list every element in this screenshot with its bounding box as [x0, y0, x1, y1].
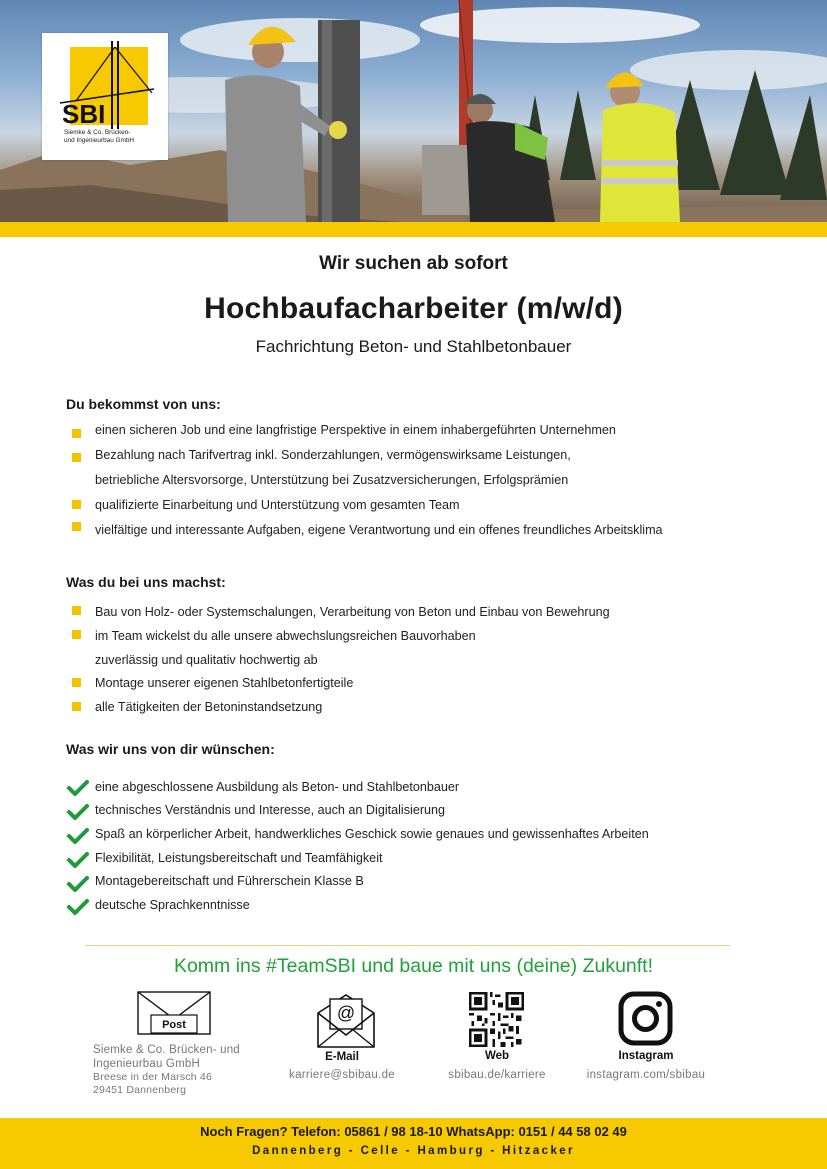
- instagram-label: Instagram: [618, 1050, 674, 1062]
- email-address[interactable]: karriere@sbibau.de: [289, 1069, 395, 1081]
- benefit-item: einen sicheren Job und eine langfristige Perspektive in einem inhabergeführten Unternehmen: [95, 423, 616, 437]
- benefit-item-continued: betriebliche Altersvorsorge, Unterstützung bei Zusatzversicherungen, Erfolgsprämien: [95, 473, 569, 487]
- benefit-item: qualifizierte Einarbeitung und Unterstützung vom gesamten Team: [95, 498, 460, 512]
- bullet-icon: [72, 702, 81, 711]
- bullet-icon: [72, 453, 81, 462]
- instagram-contact: [571, 1050, 721, 1081]
- email-label: E-Mail: [325, 1051, 359, 1063]
- web-label: Web: [484, 1050, 510, 1062]
- bullet-icon: [72, 500, 81, 509]
- postal-address: Siemke & Co. Brücken- und Ingenieurbau GmbH Breese in der Marsch 46 29451 Dannenberg: [93, 1044, 240, 1096]
- requirement-item: eine abgeschlossene Ausbildung als Beton- und Stahlbetonbauer: [95, 780, 460, 794]
- requirement-item: Montagebereitschaft und Führerschein Klasse B: [95, 874, 364, 888]
- qr-code-icon[interactable]: [469, 992, 524, 1047]
- requirement-item: Spaß an körperlicher Arbeit, handwerkliches Geschick sowie genaues und gewissenhaftes Arbeiten: [95, 827, 649, 841]
- benefits-title: Du bekommst von uns:: [66, 396, 221, 412]
- at-symbol: @: [336, 1003, 356, 1023]
- requirement-item: deutsche Sprachkenntnisse: [95, 898, 250, 912]
- bullet-icon: [72, 606, 81, 615]
- checkmark-icon: [67, 852, 89, 868]
- tasks-title: Was du bei uns machst:: [66, 574, 226, 590]
- logo-text: SBI: [62, 99, 106, 129]
- logo-subline: Siemke & Co. Brücken- und Ingenieurbau GmbH: [64, 129, 134, 144]
- checkmark-icon: [67, 780, 89, 796]
- requirement-item: technisches Verständnis und Interesse, auch an Digitalisierung: [95, 803, 446, 817]
- job-subtitle: Fachrichtung Beton- und Stahlbetonbauer: [255, 337, 572, 356]
- task-item: Montage unserer eigenen Stahlbetonfertigteile: [95, 676, 354, 690]
- requirements-title: Was wir uns von dir wünschen:: [66, 741, 275, 757]
- web-contact: [427, 1050, 567, 1081]
- checkmark-icon: [67, 876, 89, 892]
- footer-locations: Dannenberg - Celle - Hamburg - Hitzacker: [252, 1145, 575, 1157]
- task-item: alle Tätigkeiten der Betoninstandsetzung: [95, 700, 323, 714]
- instagram-icon[interactable]: [618, 991, 673, 1046]
- instagram-url[interactable]: instagram.com/sbibau: [586, 1069, 706, 1081]
- header-photo: [0, 0, 827, 222]
- job-title: Hochbaufacharbeiter (m/w/d): [204, 292, 623, 325]
- envelope-post-icon: [137, 991, 211, 1035]
- sub-heading: Wir suchen ab sofort: [319, 253, 508, 274]
- web-url[interactable]: sbibau.de/karriere: [448, 1069, 546, 1081]
- footer-bar: [0, 1118, 827, 1169]
- task-item-continued: zuverlässig und qualitativ hochwertig ab: [95, 653, 318, 667]
- footer-contact-line: Noch Fragen? Telefon: 05861 / 98 18-10 WhatsApp: 0151 / 44 58 02 49: [200, 1124, 627, 1139]
- divider: [85, 945, 730, 946]
- post-label: Post: [162, 1019, 186, 1031]
- email-contact: [272, 1051, 412, 1081]
- requirement-item: Flexibilität, Leistungsbereitschaft und Teamfähigkeit: [95, 851, 383, 865]
- company-logo: [42, 33, 168, 160]
- header-accent-bar: [0, 222, 827, 237]
- bullet-icon: [72, 678, 81, 687]
- call-to-action: Komm ins #TeamSBI und baue mit uns (deine) Zukunft!: [173, 955, 654, 977]
- bullet-icon: [72, 630, 81, 639]
- email-icon: [316, 991, 376, 1049]
- bullet-icon: [72, 522, 81, 531]
- checkmark-icon: [67, 899, 89, 915]
- task-item: Bau von Holz- oder Systemschalungen, Verarbeitung von Beton und Einbau von Bewehrung: [95, 605, 610, 619]
- benefit-item: vielfältige und interessante Aufgaben, eigene Verantwortung und ein offenes freundliches Arbeitsklima: [95, 523, 663, 537]
- benefit-item: Bezahlung nach Tarifvertrag inkl. Sonderzahlungen, vermögenswirksame Leistungen,: [95, 448, 571, 462]
- sbi-logo-icon: [56, 41, 156, 129]
- bullet-icon: [72, 429, 81, 438]
- task-item: im Team wickelst du alle unsere abwechslungsreichen Bauvorhaben: [95, 629, 476, 643]
- checkmark-icon: [67, 828, 89, 844]
- checkmark-icon: [67, 804, 89, 820]
